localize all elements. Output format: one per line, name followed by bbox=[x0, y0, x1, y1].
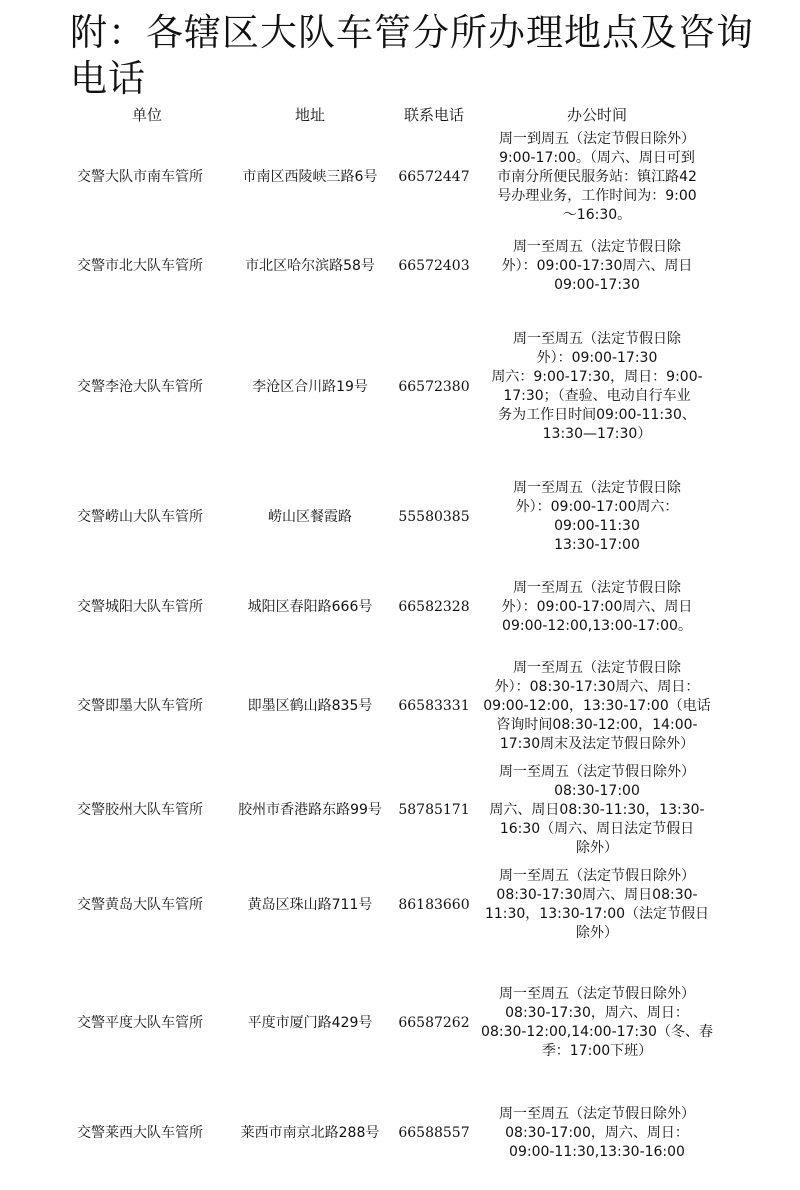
row-hours: 周一至周五（法定节假日除外） 08:30-17:30，周六、周日： 08:30-12:00,14:00-17:30（冬、春 季：17:00下班） bbox=[481, 986, 713, 1059]
table-row bbox=[0, 654, 800, 758]
row-phone: 66583331 bbox=[398, 697, 470, 714]
table-row bbox=[0, 128, 800, 226]
row-hours: 周一至周五（法定节假日除 外）：08:30-17:30周六、周日： 09:00-12:00，13:30-17:00（电话 咨询时间08:30-12:00，14:00- 17:30周末及法定节假日除外） bbox=[483, 659, 711, 752]
row-address: 李沧区合川路19号 bbox=[252, 378, 368, 395]
row-phone: 58785171 bbox=[398, 801, 470, 818]
row-phone: 66587262 bbox=[398, 1014, 470, 1031]
row-phone: 66572403 bbox=[398, 257, 470, 274]
table-row bbox=[0, 982, 800, 1064]
row-phone: 55580385 bbox=[398, 508, 470, 525]
table-row bbox=[0, 322, 800, 452]
row-address: 平度市厦门路429号 bbox=[247, 1014, 373, 1031]
row-unit: 交警莱西大队车管所 bbox=[77, 1124, 203, 1141]
row-unit: 交警市北大队车管所 bbox=[77, 257, 203, 274]
row-address: 崂山区餐霞路 bbox=[268, 508, 352, 525]
row-hours: 周一至周五（法定节假日除外） 08:30-17:00 周六、周日08:30-11:30，13:30- 16:30（周六、周日法定节假日 除外） bbox=[489, 763, 705, 856]
row-phone: 66582328 bbox=[398, 598, 470, 615]
table-row bbox=[0, 760, 800, 860]
row-hours: 周一至周五（法定节假日除外） 08:30-17:00，周六、周日： 09:00-11:30,13:30-16:00 bbox=[499, 1105, 695, 1160]
row-phone: 66572380 bbox=[398, 378, 470, 395]
header-phone: 联系电话 bbox=[403, 106, 464, 124]
row-address: 城阳区春阳路666号 bbox=[247, 598, 373, 615]
row-unit: 交警胶州大队车管所 bbox=[77, 801, 203, 818]
row-hours: 周一至周五（法定节假日除 外）：09:00-17:00周六、周日 09:00-12:00,13:00-17:00。 bbox=[501, 579, 693, 634]
table-row bbox=[0, 572, 800, 642]
header-hours: 办公时间 bbox=[566, 106, 627, 124]
row-address: 胶州市香港路东路99号 bbox=[238, 801, 382, 818]
row-hours: 周一至周五（法定节假日除 外）：09:00-17:00周六： 09:00-11:30 13:30-17:00 bbox=[513, 480, 681, 553]
row-phone: 66572447 bbox=[398, 168, 470, 185]
row-unit: 交警崂山大队车管所 bbox=[77, 508, 203, 525]
row-unit: 交警平度大队车管所 bbox=[77, 1014, 203, 1031]
row-address: 黄岛区珠山路711号 bbox=[247, 896, 373, 913]
table-row bbox=[0, 862, 800, 948]
row-phone: 86183660 bbox=[398, 896, 470, 913]
row-address: 市南区西陵峡三路6号 bbox=[242, 168, 378, 185]
table-header bbox=[0, 104, 800, 128]
header-address: 地址 bbox=[294, 106, 325, 124]
row-unit: 交警城阳大队车管所 bbox=[77, 598, 203, 615]
row-phone: 66588557 bbox=[398, 1124, 470, 1141]
row-address: 莱西市南京北路288号 bbox=[240, 1124, 380, 1141]
row-unit: 交警李沧大队车管所 bbox=[77, 378, 203, 395]
table-row bbox=[0, 472, 800, 562]
header-unit: 单位 bbox=[131, 106, 162, 124]
row-hours: 周一至周五（法定节假日除 外）：09:00-17:30周六、周日 09:00-17:30 bbox=[501, 238, 693, 293]
row-address: 市北区哈尔滨路58号 bbox=[245, 257, 375, 274]
row-address: 即墨区鹤山路835号 bbox=[247, 697, 373, 714]
row-hours: 周一至周五（法定节假日除外） 08:30-17:30周六、周日08:30- 11:30，13:30-17:00（法定节假日 除外） bbox=[484, 868, 710, 941]
table-row bbox=[0, 230, 800, 302]
page-title: 附：各辖区大队车管分所办理地点及咨询电话 bbox=[70, 11, 754, 100]
row-unit: 交警即墨大队车管所 bbox=[77, 697, 203, 714]
row-hours: 周一到周五（法定节假日除外） 9:00-17:00。（周六、周日可到 市南分所便民服务站：镇江路42 号办理业务，工作时间为：9:00 ～16:30。 bbox=[497, 130, 697, 223]
row-unit: 交警黄岛大队车管所 bbox=[77, 896, 203, 913]
row-unit: 交警大队市南车管所 bbox=[77, 168, 203, 185]
table-row bbox=[0, 1100, 800, 1166]
row-hours: 周一至周五（法定节假日除 外）：09:00-17:30 周六：9:00-17:30，周日：9:00- 17:30；（查验、电动自行车业 务为工作日时间09:00-11:30、 13:30—17:30） bbox=[491, 331, 703, 442]
